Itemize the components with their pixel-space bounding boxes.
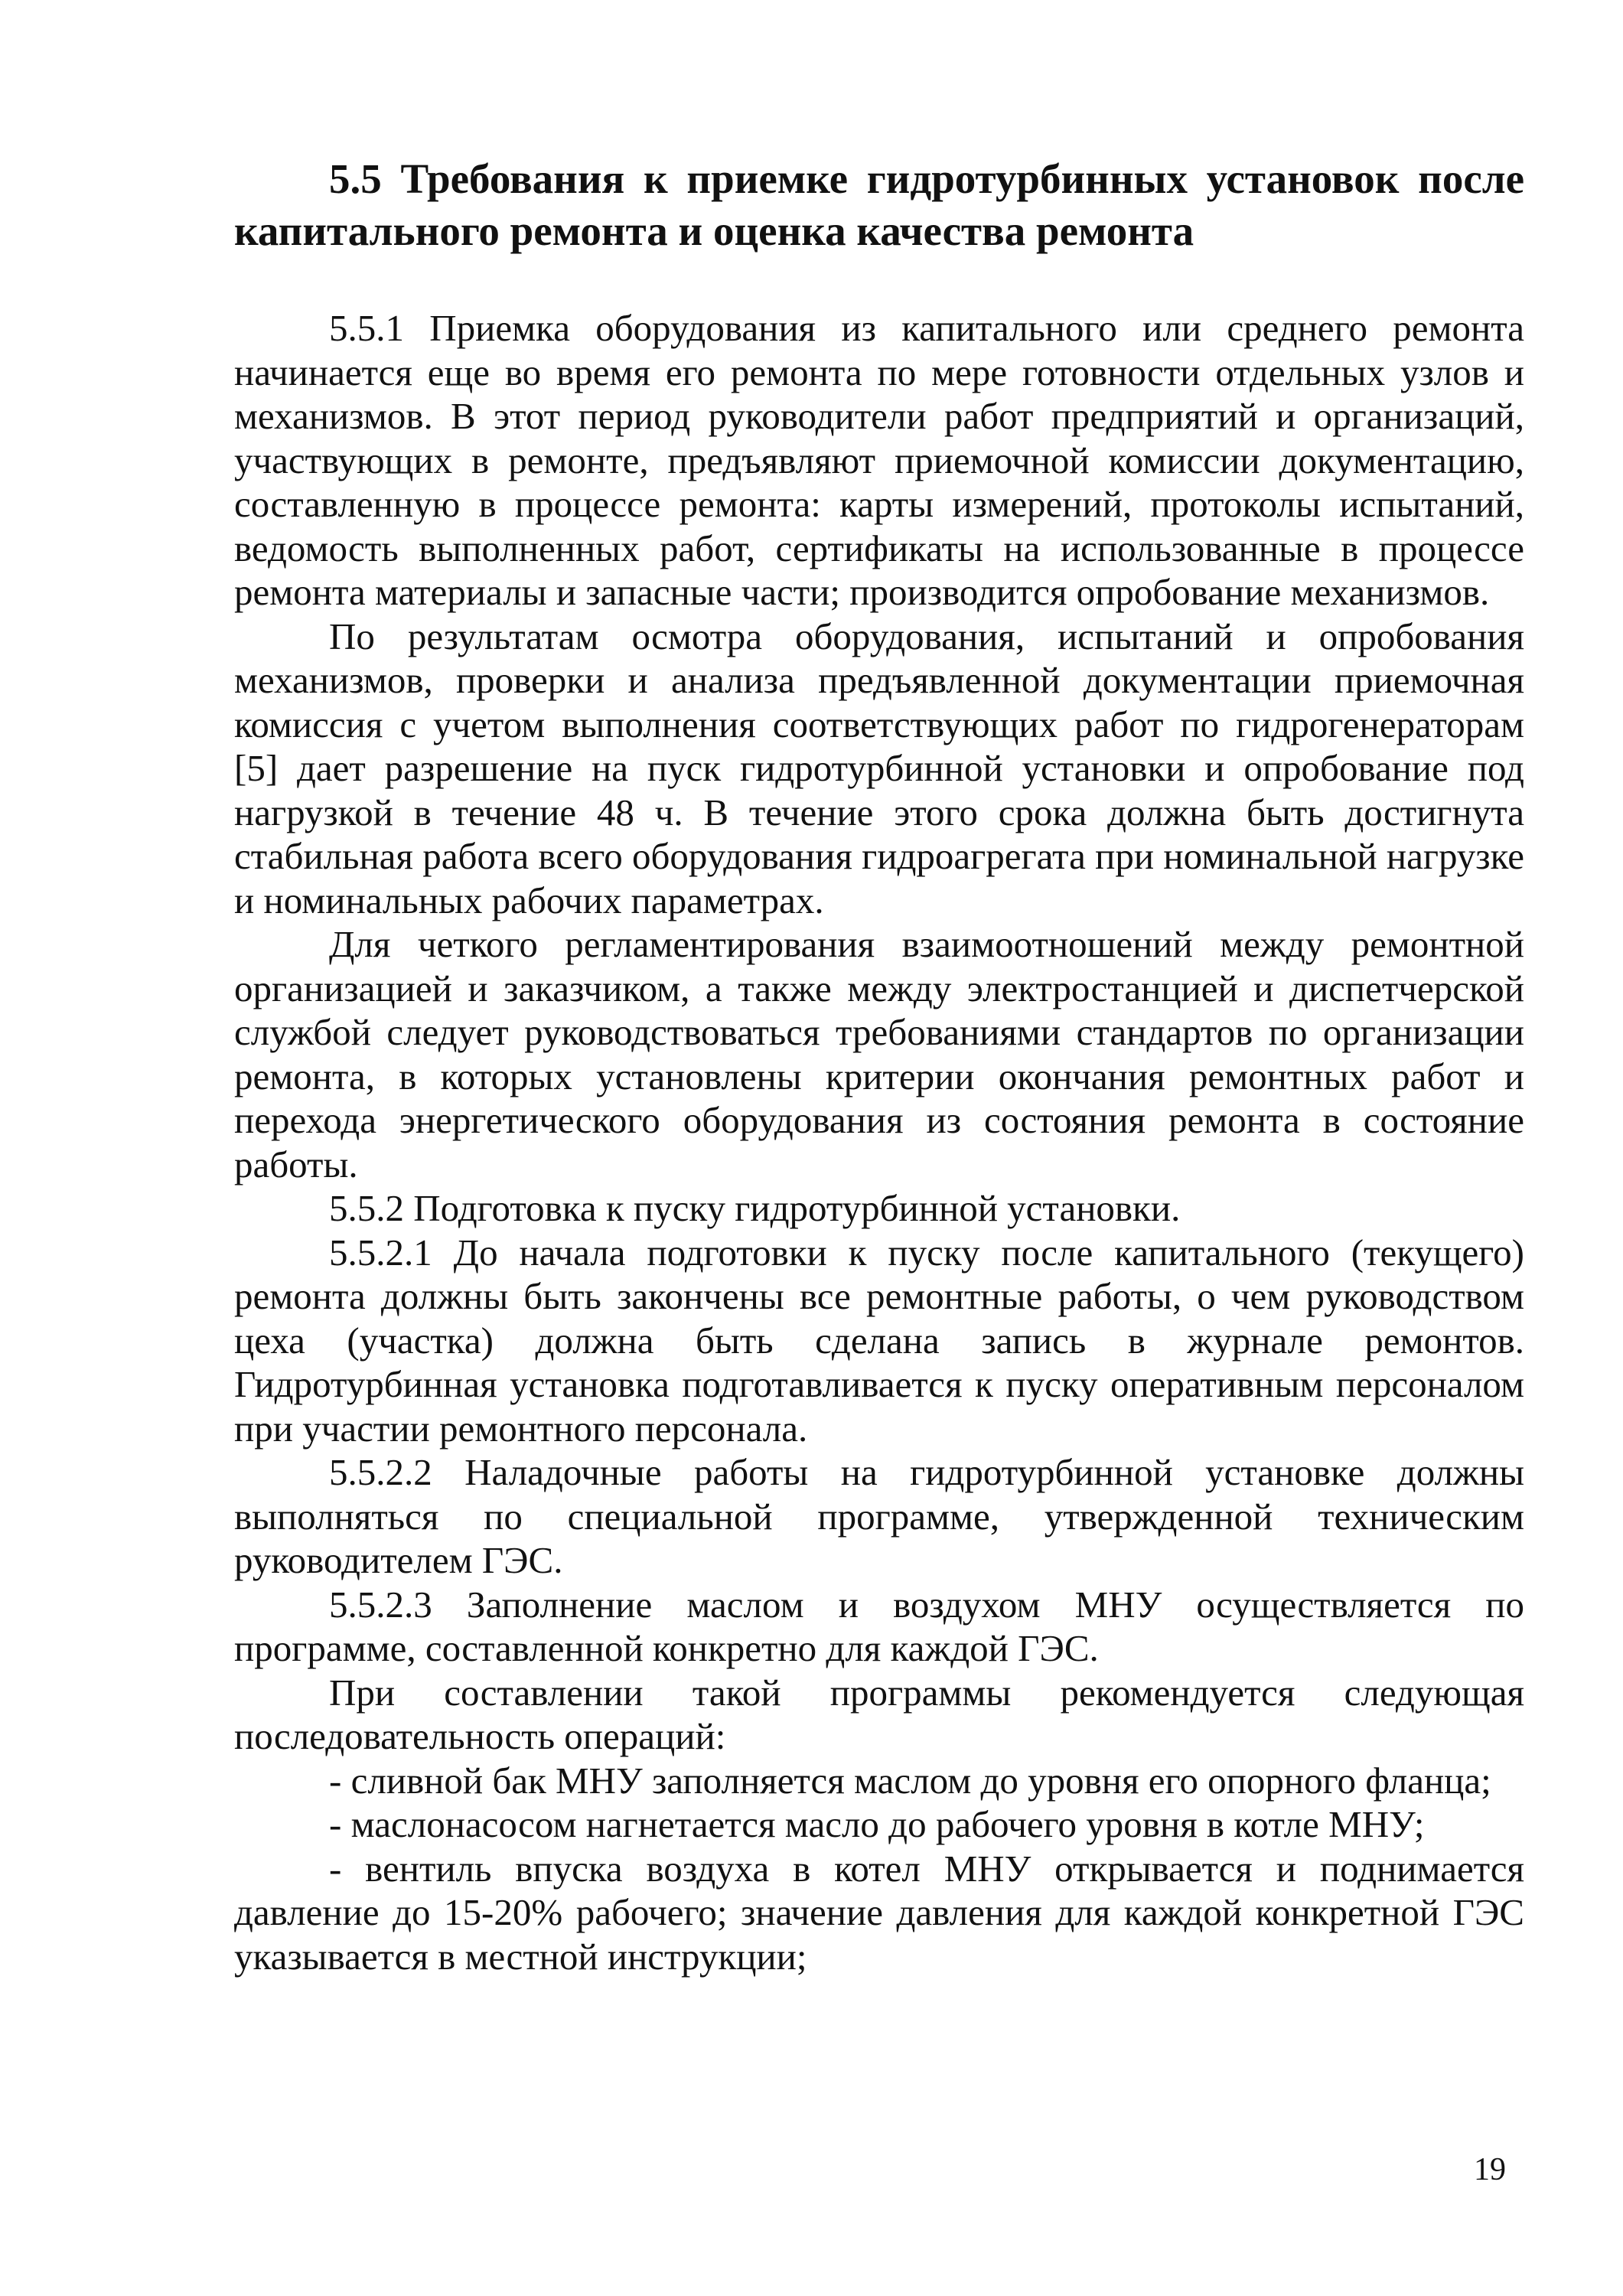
list-item-air-valve: - вентиль впуска воздуха в котел МНУ открывается и поднимается давление до 15-20% рабочего; значение давления для каждой конкретной ГЭС указывается в местной инструкции; bbox=[234, 1847, 1524, 1978]
page-number: 19 bbox=[1474, 2152, 1506, 2187]
paragraph-5-5-2-2: 5.5.2.2 Наладочные работы на гидротурбинной установке должны выполняться по специальной программе, утвержденной техническим руководителем ГЭС. bbox=[234, 1451, 1524, 1581]
paragraph-5-5-1: 5.5.1 Приемка оборудования из капитального или среднего ремонта начинается еще во время его ремонта по мере готовности отдельных узлов и механизмов. В этот период руководители работ предприятий и организаций, участвующих в ремонте, предъявляют приемочной комиссии документацию, составленную в процессе ремонта: карты измерений, протоколы испытаний, ведомость выполненных работ, сертификаты на использованные в процессе ремонта материалы и запасные части; производится опробование механизмов. bbox=[234, 307, 1524, 613]
section-heading: 5.5 Требования к приемке гидротурбинных установок после капитального ремонта и оценка качества ремонта bbox=[234, 155, 1524, 254]
paragraph-inspection-results: По результатам осмотра оборудования, испытаний и опробования механизмов, проверки и анализа предъявленной документации приемочная комиссия с учетом выполнения соответствующих работ по гидрогенераторам [5] дает разрешение на пуск гидротурбинной установки и опробование под нагрузкой в течение 48 ч. В течение этого срока должна быть достигнута стабильная работа всего оборудования гидроагрегата при номинальной нагрузке и номинальных рабочих параметрах. bbox=[234, 615, 1524, 921]
paragraph-5-5-2-3: 5.5.2.3 Заполнение маслом и воздухом МНУ осуществляется по программе, составленной конкретно для каждой ГЭС. bbox=[234, 1583, 1524, 1669]
document-page bbox=[234, 153, 1524, 1978]
list-item-oil-pump: - маслонасосом нагнетается масло до рабочего уровня в котле МНУ; bbox=[329, 1803, 1425, 1845]
list-item-drain-tank: - сливной бак МНУ заполняется маслом до уровня его опорного фланца; bbox=[329, 1759, 1491, 1802]
paragraph-program-sequence: При составлении такой программы рекомендуется следующая последовательность операций: bbox=[234, 1671, 1524, 1757]
paragraph-5-5-2: 5.5.2 Подготовка к пуску гидротурбинной установки. bbox=[329, 1187, 1181, 1229]
paragraph-5-5-2-1: 5.5.2.1 До начала подготовки к пуску после капитального (текущего) ремонта должны быть закончены все ремонтные работы, о чем руководством цеха (участка) должна быть сделана запись в журнале ремонтов. Гидротурбинная установка подготавливается к пуску оперативным персоналом при участии ремонтного персонала. bbox=[234, 1231, 1524, 1450]
paragraph-regulation: Для четкого регламентирования взаимоотношений между ремонтной организацией и заказчиком, а также между электростанцией и диспетчерской службой следует руководствоваться требованиями стандартов по организации ремонта, в которых установлены критерии окончания ремонтных работ и перехода энергетического оборудования из состояния ремонта в состояние работы. bbox=[234, 923, 1524, 1186]
